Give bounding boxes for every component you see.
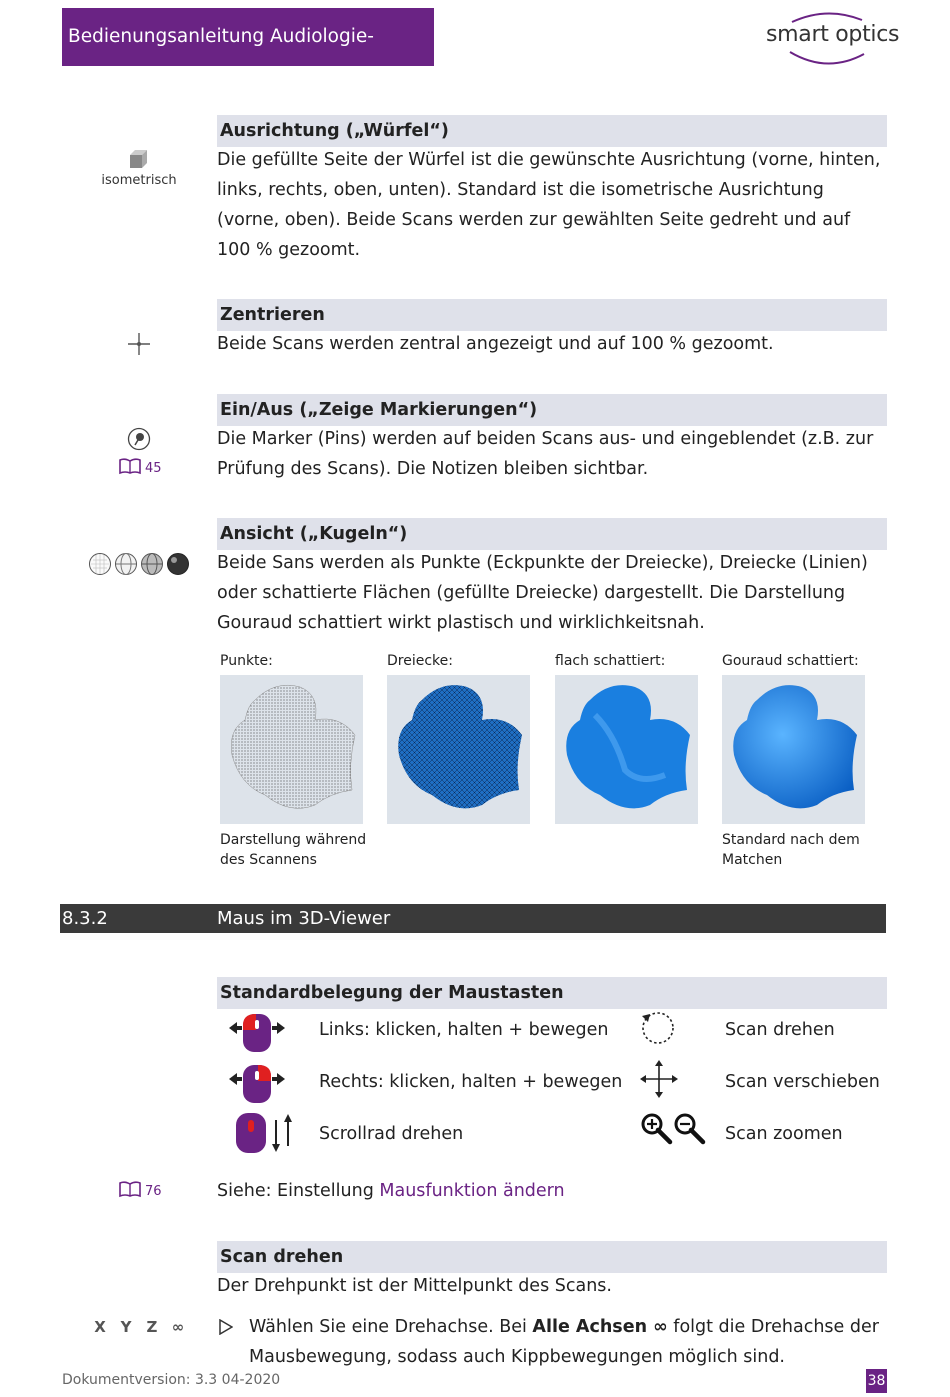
- section-header-maus: [60, 904, 886, 933]
- rotate-icon: [640, 1010, 678, 1050]
- label-flach: flach schattiert:: [555, 653, 666, 669]
- heading-einaus: Ein/Aus („Zeige Markierungen“): [217, 394, 887, 426]
- scan-drehen-text: Der Drehpunkt ist der Mittelpunkt des Scans.: [217, 1276, 612, 1296]
- heading-ausrichtung: Ausrichtung („Würfel“): [217, 115, 887, 147]
- heading-maustasten: Standardbelegung der Maustasten: [217, 977, 887, 1009]
- logo-text: smart optics: [766, 22, 900, 47]
- smart-optics-logo: [752, 8, 902, 68]
- page-number: 38: [866, 1369, 887, 1393]
- section-title: Maus im 3D-Viewer: [217, 908, 391, 929]
- pin-marker-icon: [127, 427, 151, 455]
- cube-icon: [128, 148, 150, 174]
- label-punkte: Punkte:: [220, 653, 273, 669]
- einaus-text: Die Marker (Pins) werden auf beiden Scans aus- und eingeblendet (z.B. zur Prüfung des Scans). Die Notizen bleiben sichtbar.: [217, 429, 874, 479]
- bullet-text-1: Wählen Sie eine Drehachse. Bei: [249, 1317, 533, 1337]
- page-reference[interactable]: 76: [145, 1184, 162, 1199]
- axis-z-button[interactable]: Z: [146, 1318, 158, 1336]
- scan-image-triangles: [387, 675, 530, 824]
- mouse-scroll-wheel-icon: [234, 1112, 296, 1158]
- mouse-right-button-icon: [227, 1063, 287, 1109]
- mouse-left-button-icon: [227, 1012, 287, 1058]
- isometric-label: isometrisch: [101, 173, 177, 188]
- document-version: Dokumentversion: 3.3 04-2020: [62, 1372, 281, 1388]
- heading-scan-drehen: Scan drehen: [217, 1241, 887, 1273]
- mausfunktion-link[interactable]: Mausfunktion ändern: [379, 1181, 565, 1201]
- label-gouraud: Gouraud schattiert:: [722, 653, 859, 669]
- caption-gouraud: Standard nach dem Matchen: [722, 832, 860, 868]
- scan-image-flat: [555, 675, 698, 824]
- heading-zentrieren: Zentrieren: [217, 299, 887, 331]
- mouse-right-action: Rechts: klicken, halten + bewegen: [319, 1072, 623, 1092]
- bullet-text-2: folgt die Drehachse der Mausbewegung, sodass auch Kippbewegungen möglich sind.: [249, 1317, 879, 1367]
- section-number: 8.3.2: [62, 908, 108, 929]
- mouse-right-result: Scan verschieben: [725, 1072, 880, 1092]
- scan-image-gouraud: [722, 675, 865, 824]
- heading-ansicht: Ansicht („Kugeln“): [217, 518, 887, 550]
- label-dreiecke: Dreiecke:: [387, 653, 453, 669]
- axis-buttons: [88, 1316, 190, 1340]
- axis-x-button[interactable]: X: [94, 1318, 106, 1336]
- bullet-bold: Alle Achsen ∞: [532, 1317, 668, 1337]
- see-prefix: Siehe: Einstellung: [217, 1181, 380, 1201]
- ansicht-text: Beide Sans werden als Punkte (Eckpunkte der Dreiecke), Dreiecke (Linien) oder schattierte Flächen (gefüllte Dreiecke) dargestellt. Die Darstellung Gouraud schattiert wirkt plastisch und wirklichkeitsnah.: [217, 553, 868, 633]
- mouse-scroll-action: Scrollrad drehen: [319, 1124, 464, 1144]
- zentrieren-text: Beide Scans werden zentral angezeigt und auf 100 % gezoomt.: [217, 334, 774, 354]
- scan-image-points: [220, 675, 363, 824]
- axis-all-button[interactable]: ∞: [171, 1318, 185, 1336]
- book-reference-icon: [119, 1180, 141, 1202]
- see-setting-line: [217, 1176, 887, 1206]
- move-icon: [640, 1060, 678, 1102]
- axis-y-button[interactable]: Y: [120, 1318, 132, 1336]
- mouse-left-action: Links: klicken, halten + bewegen: [319, 1020, 609, 1040]
- ausrichtung-text: Die gefüllte Seite der Würfel ist die gewünschte Ausrichtung (vorne, hinten, links, rechts, oben, unten). Standard ist die isometrische Ausrichtung (vorne, oben). Beide Scans werden zur gewählten Seite gedreht und auf 100 % gezoomt.: [217, 150, 881, 260]
- book-reference-icon: [119, 457, 141, 479]
- mouse-left-result: Scan drehen: [725, 1020, 835, 1040]
- mouse-scroll-result: Scan zoomen: [725, 1124, 843, 1144]
- caption-punkte: Darstellung während des Scannens: [220, 832, 367, 868]
- crosshair-icon: [128, 333, 150, 359]
- document-header-title: Bedienungsanleitung Audiologie-Scanner: [62, 8, 434, 66]
- view-spheres-icon: [88, 552, 190, 580]
- axis-bullet-text: [249, 1312, 889, 1372]
- zoom-in-out-icon: [640, 1112, 706, 1150]
- bullet-triangle-icon: [219, 1319, 233, 1339]
- page-reference[interactable]: 45: [145, 461, 162, 476]
